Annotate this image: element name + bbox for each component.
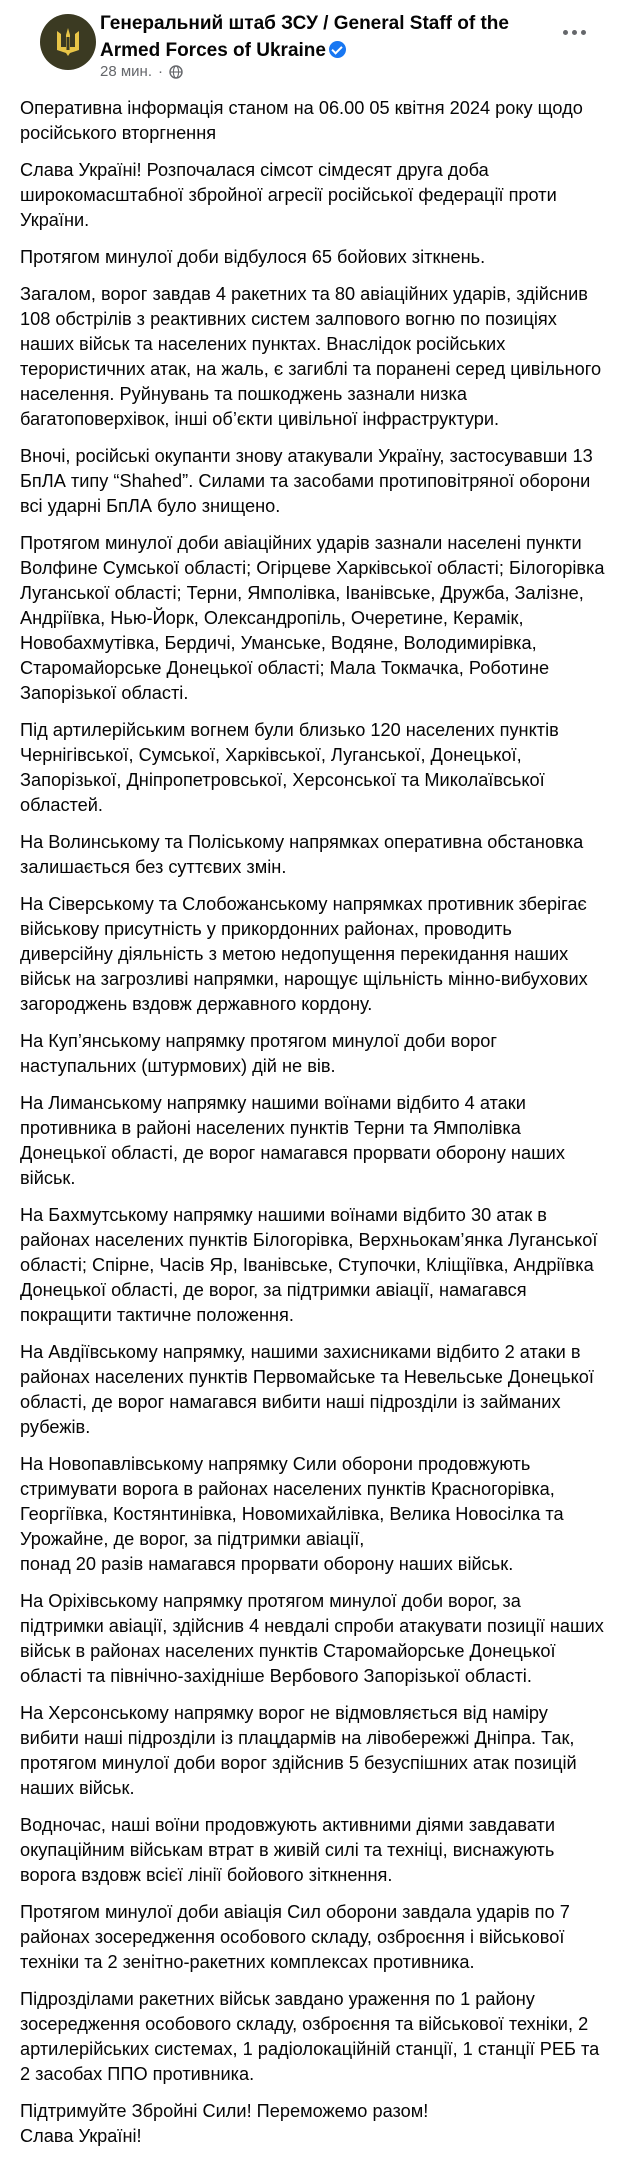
post-body — [20, 96, 606, 2161]
post-paragraph: Протягом минулої доби відбулося 65 бойових зіткнень. — [20, 247, 486, 267]
post-paragraph: Оперативна інформація станом на 06.00 05 квітня 2024 року щодо російського вторгнення — [20, 98, 583, 143]
post-paragraph: На Сіверському та Слобожанському напрямках противник зберігає військову присутність у прикордонних районах, проводить диверсійну діяльність з метою недопущення перекидання наших військ на загрозливі напрямки, нарощує щільність мінно-вибухових загороджень вздовж державного кордону. — [20, 894, 588, 1014]
post-author-name[interactable]: Генеральний штаб ЗСУ / General Staff of the Armed Forces of Ukraine — [100, 13, 509, 61]
post-paragraph: Протягом минулої доби авіаційних ударів зазнали населені пункти Волфине Сумської області; Огірцеве Харківської області; Білогорівка Луганської області; Терни, Ямполівка, Іванівське, Дружба, Залізне, Андріївка, Нью-Йорк, Олександропіль, Очеретине, Керамік, Новобахмутівка, Бердичі, Уманське, Водяне, Володимирівка, Старомайорське Донецької області; Мала Токмачка, Роботине Запорізької області. — [20, 533, 605, 703]
post-meta — [100, 63, 183, 80]
post-paragraph: Під артилерійським вогнем були близько 120 населених пунктів Чернігівської, Сумської, Харківської, Луганської, Донецької, Запорізької, Дніпропетровської, Херсонської та Миколаївської областей. — [20, 720, 559, 815]
post-header — [20, 0, 606, 96]
post-paragraph: На Волинському та Поліському напрямках оперативна обстановка залишається без суттєвих змін. — [20, 832, 584, 877]
post-paragraph: На Авдіївському напрямку, нашими захисниками відбито 2 атаки в районах населених пунктів Первомайське та Невельське Донецької області, де ворог намагався вибити наші підрозділи із займаних рубежів. — [20, 1342, 594, 1437]
post-paragraph: На Куп’янському напрямку протягом минулої доби ворог наступальних (штурмових) дій не вів. — [20, 1031, 498, 1076]
post-paragraph: На Оріхівському напрямку протягом минулої доби ворог, за підтримки авіації, здійснив 4 невдалі спроби атакувати позиції наших військ в районах населених пунктів Старомайорське Донецької області та північно-західніше Вербового Запорізької області. — [20, 1591, 604, 1686]
post-paragraph: На Херсонському напрямку ворог не відмовляється від наміру вибити наші підрозділи із плацдармів на лівобережжі Дніпра. Так, протягом минулої доби ворог здійснив 5 безуспішних атак позицій наших військ. — [20, 1703, 577, 1798]
post-paragraph: Загалом, ворог завдав 4 ракетних та 80 авіаційних ударів, здійснив 108 обстрілів з реактивних систем залпового вогню по позиціях наших військ та населених пунктах. Внаслідок російських терористичних атак, на жаль, є загиблі та поранені серед цивільного населення. Руйнувань та пошкоджень зазнали низка багатоповерхівок, інші об’єкти цивільної інфраструктури. — [20, 284, 602, 429]
more-options-icon[interactable] — [560, 22, 588, 42]
post-paragraph: На Бахмутському напрямку нашими воїнами відбито 30 атак в районах населених пунктів Білогорівка, Верхньокам’янка Луганської області; Спірне, Часів Яр, Іванівське, Ступочки, Кліщіївка, Андріївка Донецької області, де ворог, за підтримки авіації, намагався покращити тактичне положення. — [20, 1205, 598, 1325]
post-timestamp[interactable]: 28 мин. — [100, 63, 152, 80]
globe-icon — [169, 65, 183, 79]
page-avatar[interactable] — [40, 14, 96, 70]
meta-separator: · — [158, 63, 163, 80]
post-author[interactable] — [100, 10, 570, 64]
post-paragraph: На Лиманському напрямку нашими воїнами відбито 4 атаки противника в районі населених пунктів Терни та Ямполівка Донецької області, де ворог намагався прорвати оборону наших військ. — [20, 1093, 565, 1188]
verified-badge-icon — [329, 41, 346, 58]
post-paragraph: Водночас, наші воїни продовжують активними діями завдавати окупаційним військам втрат в живій силі та техніці, виснажують ворога вздовж всієї лінії бойового зіткнення. — [20, 1815, 556, 1885]
post-paragraph: Слава Україні! Розпочалася сімсот сімдесят друга доба широкомасштабної збройної агресії російської федерації проти України. — [20, 160, 557, 230]
post-paragraph: Підрозділами ракетних військ завдано ураження по 1 району зосередження особового складу, озброєння та військової техніки, 2 артилерійських системах, 1 радіолокаційній станції, 1 станції РЕБ та 2 засобах ППО противника. — [20, 1989, 600, 2084]
post-paragraph: На Новопавлівському напрямку Сили оборони продовжують стримувати ворога в районах населених пунктів Красногорівка, Георгіївка, Костянтинівка, Новомихайлівка, Велика Новосілка та Урожайне, де ворог, за підтримки авіації, понад 20 разів намагався прорвати оборону наших військ. — [20, 1454, 564, 1574]
post-paragraph: Вночі, російські окупанти знову атакували Україну, застосувавши 13 БпЛА типу “Shahed”. Силами та засобами протиповітряної оборони всі ударні БпЛА було знищено. — [20, 446, 593, 516]
post-paragraph: Підтримуйте Збройні Сили! Переможемо разом! Слава Україні! — [20, 2101, 429, 2146]
trident-emblem-icon — [51, 25, 85, 59]
post-paragraph: Протягом минулої доби авіація Сил оборони завдала ударів по 7 районах зосередження особового складу, озброєння і військової техніки та 2 зенітно-ракетних комплексах противника. — [20, 1902, 570, 1972]
